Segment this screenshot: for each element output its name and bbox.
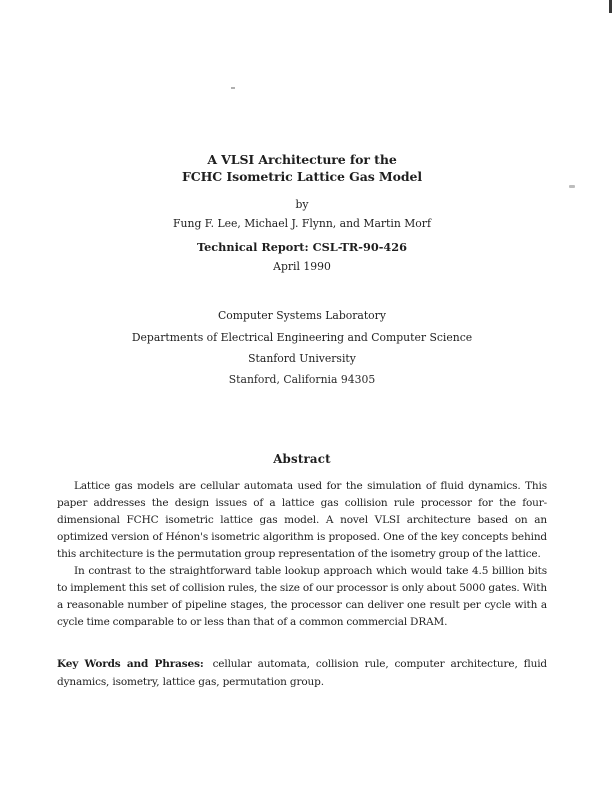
abstract-paragraph-1: Lattice gas models are cellular automata used for the simulation of fluid dynamics. This paper addresses the design issues of a lattice gas collision rule processor for the four-dimensional FCHC isometric lattice gas model. A novel VLSI architecture based on an optimized version of Hénon's isometric algorithm is proposed. One of the key concepts behind this architecture is the permutation group representation of the isometry group of the lattice. [57,480,547,560]
byline: by [295,198,309,211]
scan-artifact-dash [569,185,575,188]
authors-line: Fung F. Lee, Michael J. Flynn, and Martin Morf [173,217,431,230]
affiliation-lab: Computer Systems Laboratory [218,309,386,322]
paper-title-line-2: FCHC Isometric Lattice Gas Model [181,169,423,184]
paper-title-line-1: A VLSI Architecture for the [207,152,397,167]
report-date: April 1990 [273,260,331,273]
keywords-list: cellular automata, collision rule, computer architecture, fluid dynamics, isometry, lattice gas, permutation group. [57,658,548,688]
abstract-body [57,478,547,631]
page-content [57,0,547,791]
affiliation-university: Stanford University [248,352,356,365]
scan-artifact-speck [231,87,235,89]
affiliation-address: Stanford, California 94305 [228,373,376,386]
keywords-label: Key Words and Phrases: [57,658,204,670]
report-number-line: Technical Report: CSL-TR-90-426 [197,240,407,254]
abstract-heading: Abstract [273,452,331,466]
affiliation-departments: Departments of Electrical Engineering and Computer Science [131,331,473,344]
abstract-paragraph-2: In contrast to the straightforward table lookup approach which would take 4.5 billion bits to implement this set of collision rules, the size of our processor is only about 5000 gates. With a reasonable number of pipeline stages, the processor can deliver one result per cycle with a cycle time comparable to or less than that of a common commercial DRAM. [57,565,547,628]
keywords-block [57,655,547,691]
